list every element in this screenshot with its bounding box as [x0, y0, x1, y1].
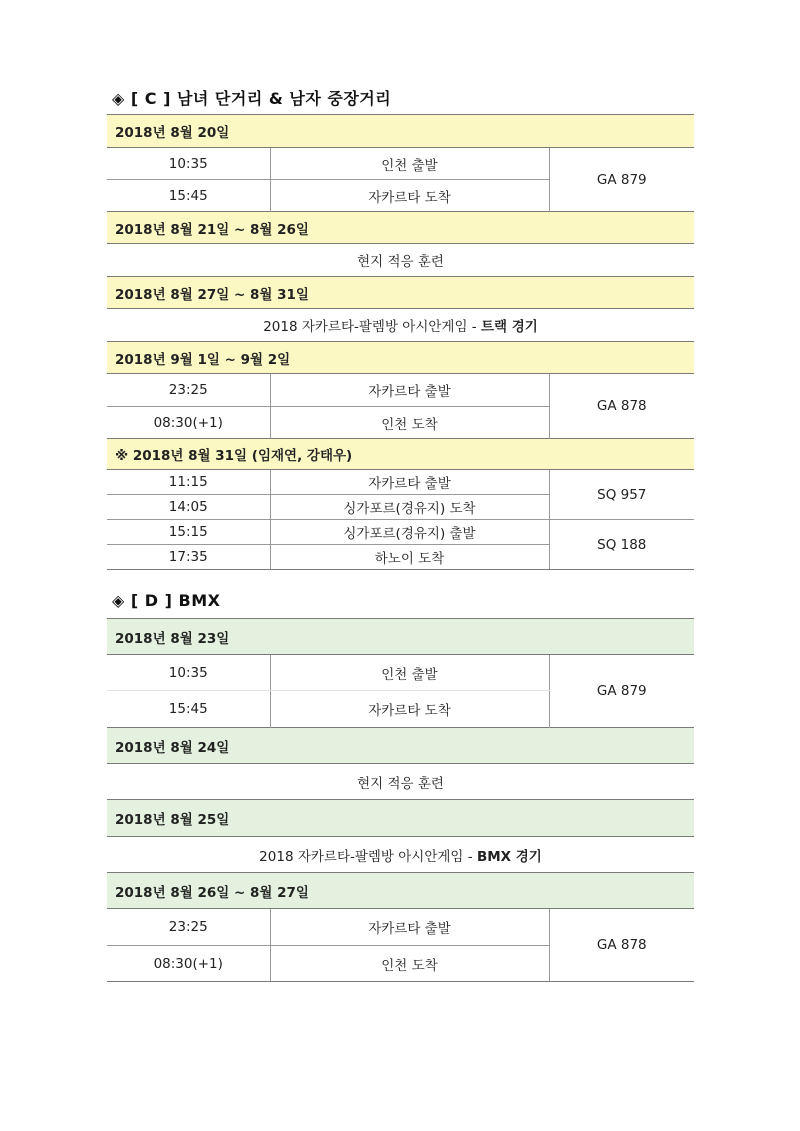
flight-row: [107, 470, 694, 495]
flight-number: GA 879: [596, 171, 647, 188]
date-header: [107, 115, 694, 148]
flight-row: [107, 520, 694, 545]
date-label: 2018년 8월 27일 ~ 8월 31일: [107, 277, 694, 309]
training-label: 현지 적응 훈련: [357, 775, 444, 792]
flight-row: [107, 655, 694, 691]
games-label: [107, 837, 694, 873]
games-label: [107, 309, 694, 342]
games-row: [107, 837, 694, 873]
arrival-time: 08:30(+1): [107, 946, 270, 982]
arrival-time: 15:45: [107, 691, 270, 728]
arrival-place: 싱가포르(경유지) 도착: [270, 495, 549, 520]
date-label: 2018년 8월 23일: [107, 619, 694, 655]
arrival-place: 자카르타 도착: [270, 180, 549, 212]
games-prefix: 2018 자카르타-팔렘방 아시안게임 -: [259, 848, 477, 865]
date-label: 2018년 8월 24일: [107, 728, 694, 764]
arrival-time: 15:45: [107, 180, 270, 212]
departure-time: 15:15: [107, 520, 270, 545]
games-prefix: 2018 자카르타-팔렘방 아시안게임 -: [263, 319, 481, 335]
flight-number: SQ 957: [549, 470, 694, 520]
flight-number: SQ 188: [549, 520, 694, 570]
training-row: [107, 764, 694, 800]
arrival-time: 14:05: [107, 495, 270, 520]
departure-place: 자카르타 출발: [270, 470, 549, 495]
section-c-table: [107, 114, 694, 570]
games-event: 트랙 경기: [480, 319, 538, 335]
departure-time: 10:35: [107, 655, 270, 691]
date-label: 2018년 8월 26일 ~ 8월 27일: [107, 873, 694, 909]
training-label: 현지 적응 훈련: [357, 254, 444, 270]
flight-row: [107, 148, 694, 180]
flight-number: GA 879: [596, 683, 647, 699]
flight-number: GA 878: [596, 398, 647, 414]
departure-time: 11:15: [107, 470, 270, 495]
departure-place: 싱가포르(경유지) 출발: [270, 520, 549, 545]
departure-place: 자카르타 출발: [270, 374, 549, 407]
date-header: [107, 728, 694, 764]
flight-row: [107, 909, 694, 946]
departure-place: 인천 출발: [270, 148, 549, 180]
arrival-place: 인천 도착: [270, 946, 549, 982]
date-label: 2018년 8월 25일: [107, 800, 694, 837]
flight-row: [107, 374, 694, 407]
date-header: [107, 619, 694, 655]
date-label: 2018년 8월 20일: [107, 115, 694, 148]
date-header: [107, 873, 694, 909]
date-header: [107, 212, 694, 244]
section-c-title: ◈ [ C ] 남녀 단거리 & 남자 중장거리: [112, 89, 392, 108]
departure-time: 10:35: [107, 148, 270, 180]
departure-time: 23:25: [107, 909, 270, 946]
section-d-title: ◈ [ D ] BMX: [112, 591, 221, 610]
arrival-place: 자카르타 도착: [270, 691, 549, 728]
departure-time: 23:25: [107, 374, 270, 407]
arrival-time: 08:30(+1): [107, 407, 270, 439]
section-d-table: [107, 618, 694, 982]
departure-place: 자카르타 출발: [270, 909, 549, 946]
date-header: [107, 277, 694, 309]
flight-number: GA 878: [549, 909, 694, 982]
date-header: [107, 342, 694, 374]
games-event: BMX 경기: [476, 848, 542, 865]
date-header: [107, 800, 694, 837]
departure-place: 인천 출발: [270, 655, 549, 691]
note-label: ※ 2018년 8월 31일 (임재연, 강태우): [107, 439, 694, 470]
arrival-place: 하노이 도착: [270, 545, 549, 570]
date-label: 2018년 8월 21일 ~ 8월 26일: [107, 212, 694, 244]
arrival-time: 17:35: [107, 545, 270, 570]
training-row: [107, 244, 694, 277]
date-label: 2018년 9월 1일 ~ 9월 2일: [107, 342, 694, 374]
note-header: [107, 439, 694, 470]
arrival-place: 인천 도착: [270, 407, 549, 439]
games-row: [107, 309, 694, 342]
